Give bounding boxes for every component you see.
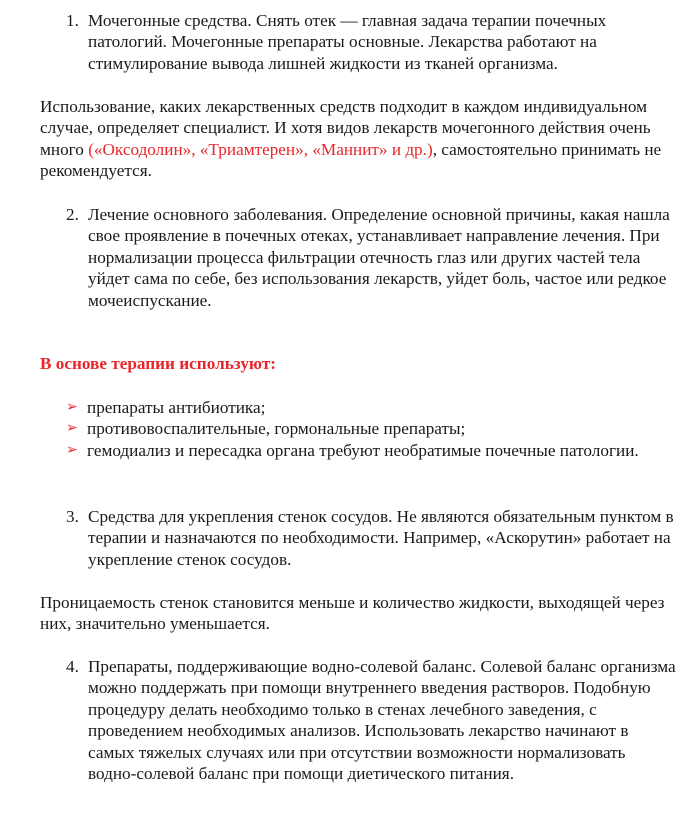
paragraph-text-end: , самостоятельно принимать не рекомендуется. [40, 139, 662, 181]
list-number: 2. [66, 205, 79, 224]
list-item-text: Лечение основного заболевания. Определение основной причины, какая нашла свое проявление в почечных отеках, устанавливает направление лечения. При нормализации процесса фильтрации отечность глаз или других частей тела уйдет сама по себе, без использования лекарств, уйдет боль, частое или редкое мочеиспускание. [88, 205, 670, 310]
paragraph-text: Использование, каких лекарственных средств подходит в каждом индивидуальном случае, определяет специалист. И хотя видов лекарств мочегонного действия очень много [40, 97, 651, 159]
bullet-list [66, 397, 676, 461]
arrow-bullet-icon: ➢ [66, 400, 78, 415]
arrow-bullet-icon: ➢ [66, 421, 78, 437]
arrow-bullet-icon: ➢ [66, 442, 78, 458]
list-item-text: Средства для укрепления стенок сосудов. Не являются обязательным пунктом в терапии и назначаются по необходимости. Например, «Аскорутин» работает на укрепление стенок сосудов. [88, 507, 674, 569]
list-item-vessel-strengthening [66, 506, 676, 570]
list-item-main-disease [66, 204, 676, 311]
drug-names-highlight: («Оксодолин», «Триамтерен», «Маннит» и др.) [88, 139, 433, 159]
paragraph-text: Проницаемость стенок становится меньше и количество жидкости, выходящей через них, значительно уменьшается. [40, 593, 665, 634]
bullet-text: противовоспалительные, гормональные препараты; [87, 419, 466, 439]
paragraph-permeability [40, 592, 670, 635]
list-item-diuretics [66, 10, 676, 74]
list-item-text: Препараты, поддерживающие водно-солевой баланс. Солевой баланс организма можно поддержать при помощи внутреннего введения растворов. Подобную процедуру делать необходимо только в стенах лечебного заведения, с проведением необходимых анализов. Использовать лекарство начинают в самых тяжелых случаях или при отсутствии возможности нормализовать водно-солевой баланс при помощи диетического питания. [88, 657, 676, 784]
list-number: 1. [66, 11, 79, 30]
list-number: 3. [66, 507, 79, 526]
bullet-item [66, 397, 676, 418]
bullet-text: гемодиализ и пересадка органа требуют необратимые почечные патологии. [87, 440, 639, 460]
bullet-item [66, 418, 676, 439]
section-heading: В основе терапии используют: [40, 354, 277, 373]
bullet-item [66, 440, 647, 461]
bullet-text: препараты антибиотика; [87, 398, 266, 417]
list-number: 4. [66, 657, 79, 676]
list-item-text: Мочегонные средства. Снять отек — главная задача терапии почечных патологий. Мочегонные препараты основные. Лекарства работают на стимулирование вывода лишней жидкости из тканей организма. [88, 11, 607, 73]
paragraph-drug-selection [40, 96, 670, 182]
list-item-water-salt-balance [66, 656, 676, 784]
